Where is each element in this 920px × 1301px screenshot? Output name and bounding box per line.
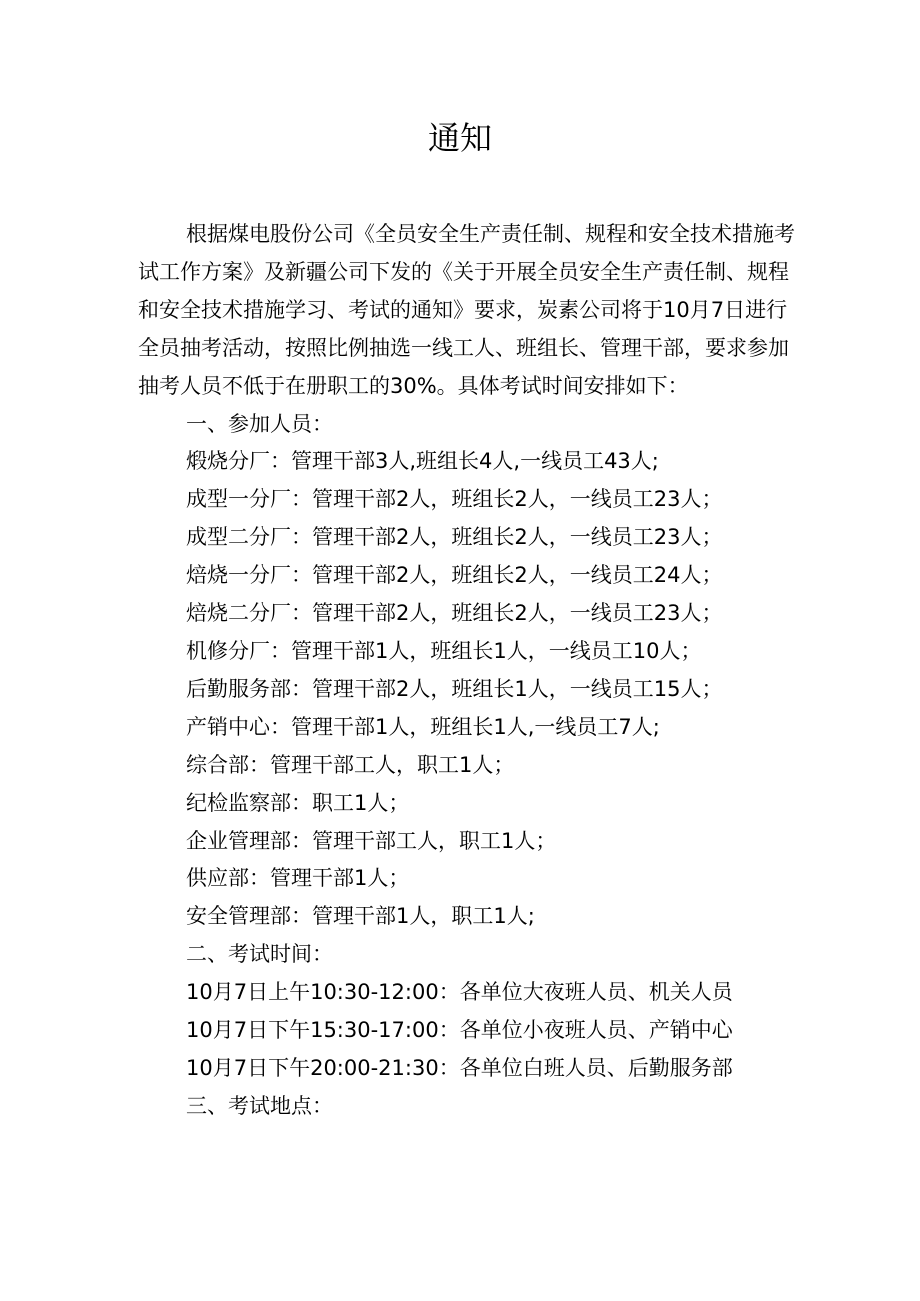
participant-line: 后勤服务部：管理干部2人，班组长1人，一线员工15人； — [186, 676, 723, 701]
notice-body — [138, 216, 798, 1126]
participant-line: 焙烧二分厂：管理干部2人，班组长2人，一线员工23人； — [186, 601, 723, 626]
exam-time-line: 10月7日下午15:30-17:00：各单位小夜班人员、产销中心 — [186, 1018, 733, 1043]
participant-line: 供应部：管理干部1人； — [186, 866, 410, 891]
participant-line: 机修分厂：管理干部1人，班组长1人，一线员工10人； — [186, 638, 702, 663]
section-heading-participants: 一、参加人员： — [186, 411, 333, 436]
participant-line: 产销中心：管理干部1人，班组长1人,一线员工7人; — [186, 714, 660, 739]
participant-line: 煅烧分厂：管理干部3人,班组长4人,一线员工43人; — [186, 449, 659, 474]
section-heading-exam-location: 三、考试地点： — [186, 1093, 333, 1118]
participant-line: 综合部：管理干部工人，职工1人； — [186, 752, 515, 777]
notice-title: 通知 — [427, 119, 492, 157]
participant-line: 企业管理部：管理干部工人，职工1人； — [186, 828, 557, 853]
intro-paragraph: 根据煤电股份公司《全员安全生产责任制、规程和安全技术措施考试工作方案》及新疆公司下发的《关于开展全员安全生产责任制、规程和安全技术措施学习、考试的通知》要求，炭素公司将于10月7日进行全员抽考活动，按照比例抽选一线工人、班组长、管理干部，要求参加抽考人员不低于在册职工的30%。具体考试时间安排如下： — [138, 222, 795, 398]
exam-time-line: 10月7日下午20:00-21:30：各单位白班人员、后勤服务部 — [186, 1055, 733, 1080]
participant-line: 纪检监察部：职工1人； — [186, 790, 410, 815]
section-heading-exam-time: 二、考试时间： — [186, 942, 333, 967]
exam-time-line: 10月7日上午10:30-12:00：各单位大夜班人员、机关人员 — [186, 980, 733, 1005]
participant-line: 安全管理部：管理干部1人，职工1人; — [186, 904, 535, 929]
participant-line: 成型一分厂：管理干部2人，班组长2人，一线员工23人； — [186, 487, 723, 512]
participant-line: 焙烧一分厂：管理干部2人，班组长2人，一线员工24人； — [186, 563, 723, 588]
participant-line: 成型二分厂：管理干部2人，班组长2人，一线员工23人； — [186, 525, 723, 550]
